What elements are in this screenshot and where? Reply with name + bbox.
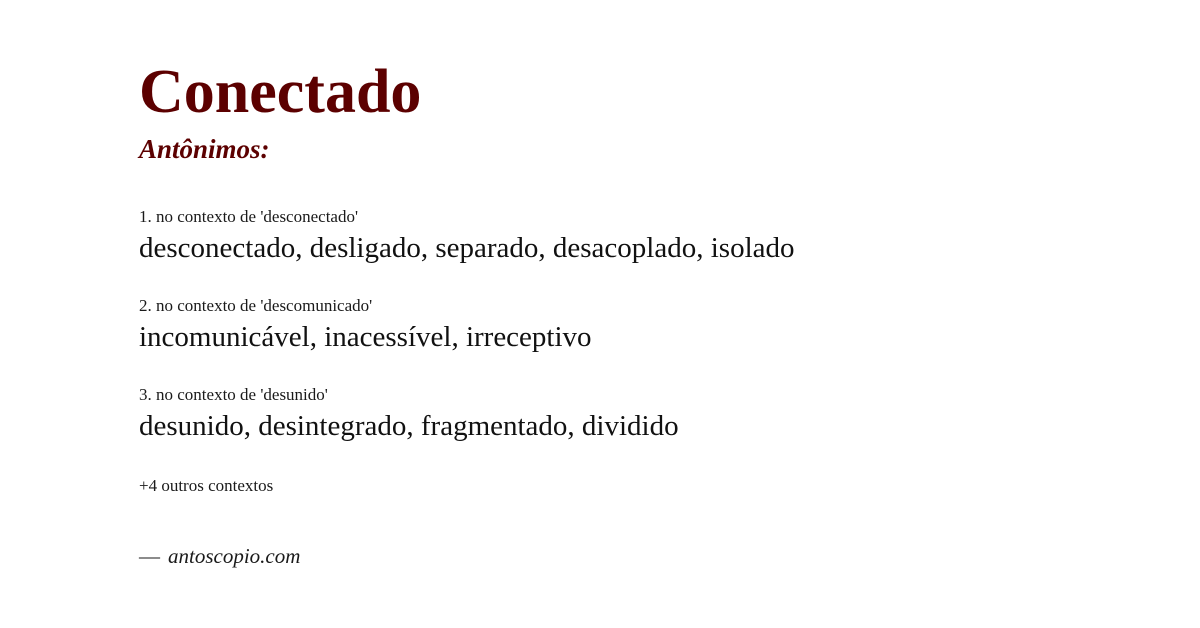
list-item	[139, 384, 1100, 446]
section-subtitle: Antônimos:	[139, 134, 270, 165]
list-item	[139, 206, 1100, 268]
source-name: antoscopio.com	[168, 543, 301, 568]
page-title: Conectado	[139, 58, 422, 126]
sense-context-label: 1. no contexto de 'desconectado'	[139, 206, 359, 226]
sense-synonyms: incomunicável, inacessível, irreceptivo	[139, 321, 592, 354]
sense-synonyms: desunido, desintegrado, fragmentado, dividido	[139, 409, 679, 442]
sense-context-label: 2. no contexto de 'descomunicado'	[139, 295, 373, 315]
sense-context-label: 3. no contexto de 'desunido'	[139, 384, 328, 404]
senses-list	[139, 206, 1100, 446]
more-contexts-label: +4 outros contextos	[139, 475, 274, 495]
sense-synonyms: desconectado, desligado, separado, desacoplado, isolado	[139, 232, 795, 265]
em-dash: —	[139, 543, 160, 568]
source-attribution	[139, 544, 1100, 569]
list-item	[139, 295, 1100, 357]
